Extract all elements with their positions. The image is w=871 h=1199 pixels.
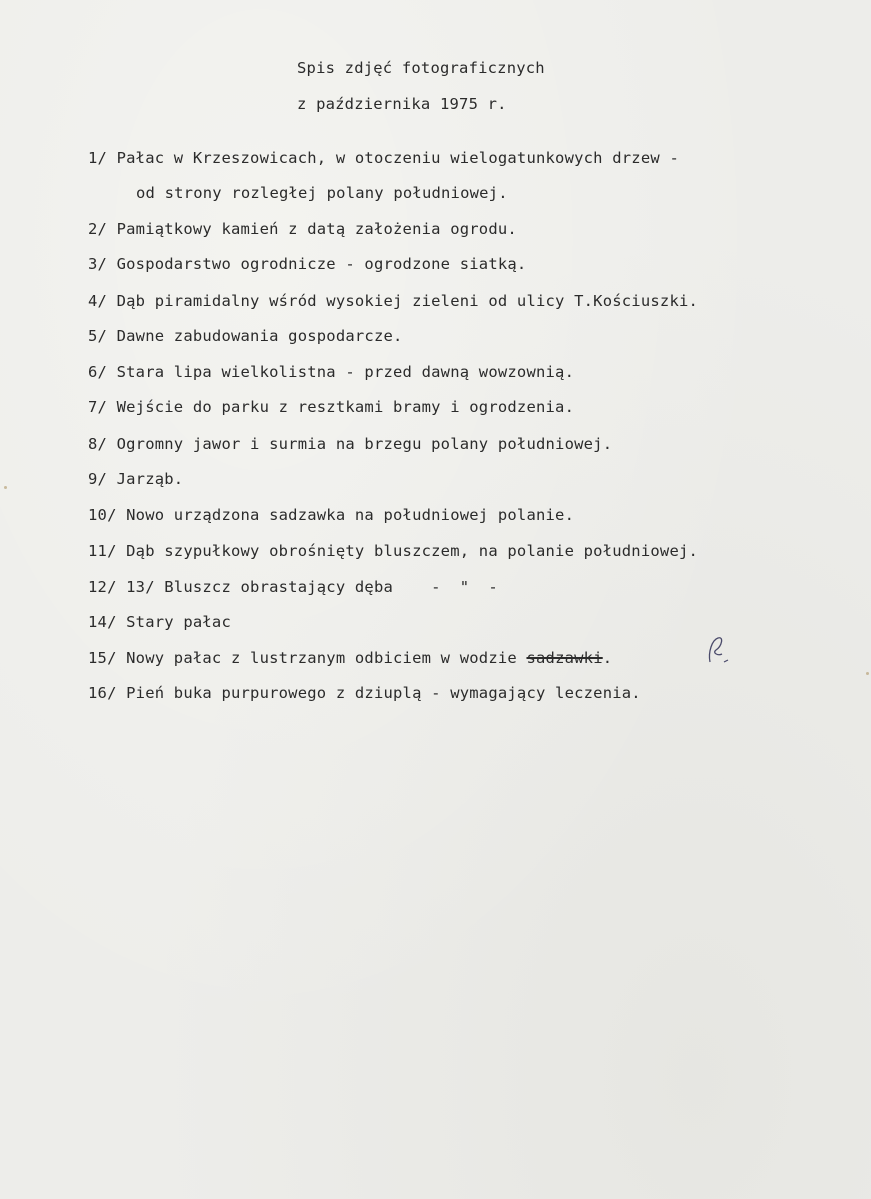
list-item: 6/ Stara lipa wielkolistna - przed dawną wowzownią.: [88, 363, 575, 381]
list-item: 5/ Dawne zabudowania gospodarcze.: [88, 327, 403, 345]
document-title: Spis zdjęć fotograficznych: [297, 59, 545, 77]
list-item: 3/ Gospodarstwo ogrodnicze - ogrodzone siatką.: [88, 255, 527, 273]
list-item-continuation: od strony rozległej polany południowej.: [136, 184, 508, 202]
list-item: 7/ Wejście do parku z resztkami bramy i ogrodzenia.: [88, 398, 575, 416]
paper-speck: [4, 486, 7, 489]
handwritten-correction-mark-icon: [702, 632, 730, 668]
paper-speck: [866, 672, 869, 675]
list-item: 4/ Dąb piramidalny wśród wysokiej zieleni od ulicy T.Kościuszki.: [88, 292, 699, 310]
struck-word: sadzawki: [526, 649, 603, 667]
list-item: 10/ Nowo urządzona sadzawka na południowej polanie.: [88, 506, 575, 524]
list-item: 14/ Stary pałac: [88, 613, 231, 631]
list-item: 8/ Ogromny jawor i surmia na brzegu polany południowej.: [88, 435, 613, 453]
list-item: 9/ Jarząb.: [88, 470, 184, 488]
list-item: [88, 648, 612, 668]
list-item: 16/ Pień buka purpurowego z dziuplą - wymagający leczenia.: [88, 684, 641, 702]
list-item-end: .: [602, 649, 613, 667]
list-item: 1/ Pałac w Krzeszowicach, w otoczeniu wielogatunkowych drzew -: [88, 149, 679, 167]
list-item: 12/ 13/ Bluszcz obrastający dęba - " -: [88, 578, 498, 596]
document-subtitle: z października 1975 r.: [297, 95, 507, 113]
list-item: 11/ Dąb szypułkowy obrośnięty bluszczem, na polanie południowej.: [88, 542, 699, 560]
list-item-text: 15/ Nowy pałac z lustrzanym odbiciem w wodzie: [88, 649, 527, 667]
list-item: 2/ Pamiątkowy kamień z datą założenia ogrodu.: [88, 220, 517, 238]
